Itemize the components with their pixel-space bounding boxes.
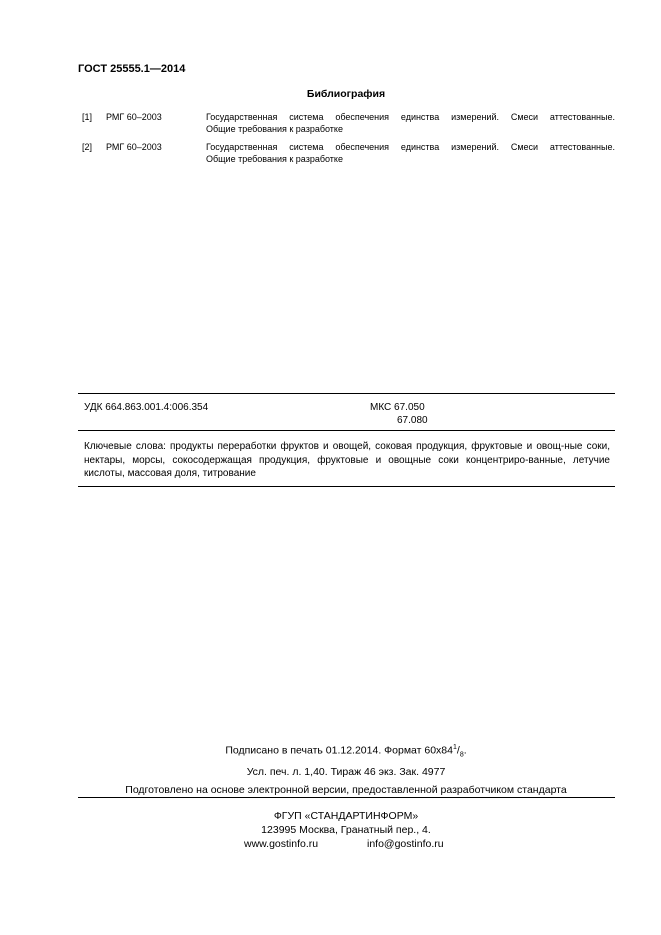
- entry-text-line2: Общие требования к разработке: [206, 153, 343, 164]
- entry-code: РМГ 60–2003: [106, 112, 162, 122]
- entry-text: [206, 142, 615, 165]
- entry-text-line1: Государственная система обеспечения единства измерений. Смеси аттестованные.: [206, 142, 615, 152]
- keywords-paragraph: Ключевые слова: продукты переработки фруктов и овощей, соковая продукция, фруктовые и овощ-ные соки, нектары, морсы, сокосодержащая продукция, фруктовые и овощные соки концентриро-ванные, летучие кислоты, массовая доля, титрование: [84, 441, 610, 479]
- entry-number: [1]: [82, 112, 93, 122]
- mks-codes: [370, 402, 428, 427]
- entry-number: [2]: [82, 142, 93, 152]
- format-subscript: 8: [459, 751, 464, 759]
- signed-suffix: .: [463, 744, 467, 757]
- divider-bottom: [78, 486, 615, 487]
- imprint-divider: [78, 797, 615, 798]
- entry-text-line1: Государственная система обеспечения единства измерений. Смеси аттестованные.: [206, 112, 615, 122]
- divider-top: [78, 393, 615, 394]
- signed-text: Подписано в печать 01.12.2014. Формат 60x84: [225, 744, 453, 757]
- bibliography-title: Библиография: [306, 88, 386, 100]
- entry-text: [206, 112, 615, 135]
- signed-for-print: Подписано в печать 01.12.2014. Формат $60x84^1/_8$.: [225, 744, 467, 759]
- print-info: Усл. печ. л. 1,40. Тираж 46 экз. Зак. 4977: [246, 766, 446, 778]
- mks-line2: 67.080: [397, 414, 428, 426]
- email-link[interactable]: info@gostinfo.ru: [367, 838, 444, 850]
- divider-middle: [78, 430, 615, 431]
- mks-line1: МКС 67.050: [370, 402, 425, 413]
- bibliography-entry: [82, 142, 615, 166]
- publisher-name: ФГУП «СТАНДАРТИНФОРМ»: [273, 810, 419, 822]
- entry-text-line2: Общие требования к разработке: [206, 123, 343, 134]
- prepared-note: Подготовлено на основе электронной версии, предоставленной разработчиком стандарта: [125, 784, 567, 796]
- standard-id: ГОСТ 25555.1—2014: [78, 63, 186, 75]
- publisher-address: 123995 Москва, Гранатный пер., 4.: [261, 824, 431, 836]
- website-link[interactable]: www.gostinfo.ru: [244, 838, 319, 850]
- bibliography-entry: [82, 112, 615, 136]
- entry-code: РМГ 60–2003: [106, 142, 162, 152]
- udk-code: УДК 664.863.001.4:006.354: [84, 402, 209, 413]
- format-superscript: 1: [452, 744, 457, 751]
